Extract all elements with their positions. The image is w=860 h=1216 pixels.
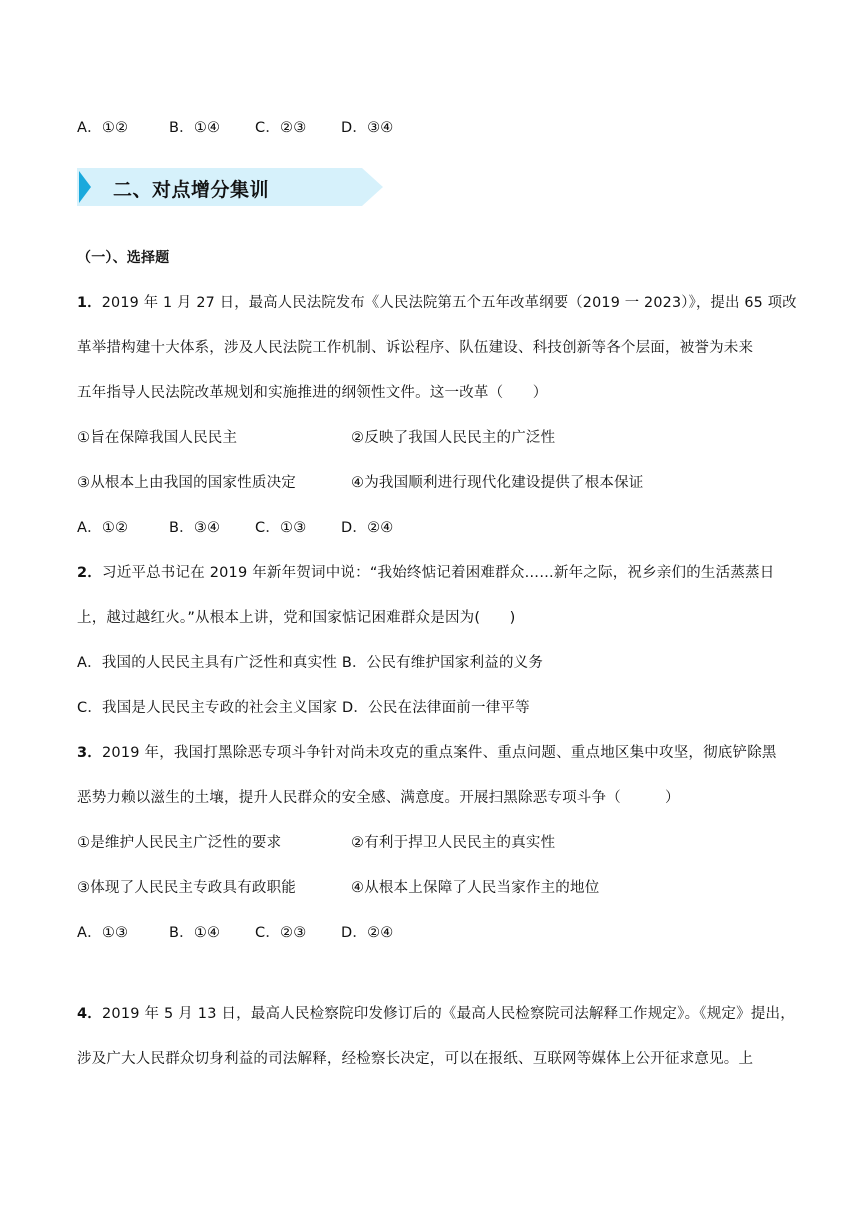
option-c: C．②③ xyxy=(255,120,307,136)
q1-option-b: B．③④ xyxy=(169,520,221,536)
q3-number: 3． xyxy=(77,745,102,761)
q3-statements-2 xyxy=(77,878,797,898)
q3-statement-4: ④从根本上保障了人民当家作主的地位 xyxy=(351,880,600,896)
prev-question-options xyxy=(77,118,797,138)
q3-options xyxy=(77,923,797,943)
q4-line-1 xyxy=(77,1004,797,1024)
q1-line-3: 五年指导人民法院改革规划和实施推进的纲领性文件。这一改革（ ） xyxy=(77,385,548,401)
q4-number: 4． xyxy=(77,1006,102,1022)
q2-stem-1: 习近平总书记在 2019 年新年贺词中说：“我始终惦记着困难群众……新年之际，祝乡亲们的生活蒸蒸日 xyxy=(102,565,775,581)
q3-stem-1: 2019 年，我国打黑除恶专项斗争针对尚未攻克的重点案件、重点问题、重点地区集中攻坚，彻底铲除黑 xyxy=(102,745,777,761)
q2-line-1 xyxy=(77,563,797,583)
q4-line-2: 涉及广大人民群众切身利益的司法解释，经检察长决定，可以在报纸、互联网等媒体上公开征求意见。上 xyxy=(77,1051,754,1067)
option-a: A．①② xyxy=(77,120,129,136)
q1-line-2: 革举措构建十大体系，涉及人民法院工作机制、诉讼程序、队伍建设、科技创新等各个层面，被誉为未来 xyxy=(77,340,754,356)
q1-options xyxy=(77,518,797,538)
section-banner xyxy=(77,168,387,206)
q1-statement-3: ③从根本上由我国的国家性质决定 xyxy=(77,475,296,491)
q2-options-ab: A．我国的人民民主具有广泛性和真实性 B．公民有维护国家利益的义务 xyxy=(77,655,544,671)
q3-option-a: A．①③ xyxy=(77,925,129,941)
q2-options-cd: C．我国是人民民主专政的社会主义国家 D．公民在法律面前一律平等 xyxy=(77,700,530,716)
section-title: 二、对点增分集训 xyxy=(113,179,270,201)
subsection-title: （一）、选择题 xyxy=(77,250,170,266)
q3-statements-1 xyxy=(77,833,797,853)
q1-statements-1 xyxy=(77,428,797,448)
q3-statement-3: ③体现了人民民主专政具有政职能 xyxy=(77,880,296,896)
q1-option-a: A．①② xyxy=(77,520,129,536)
q1-line-1 xyxy=(77,293,797,313)
q3-option-b: B．①④ xyxy=(169,925,221,941)
q3-statement-1: ①是维护人民民主广泛性的要求 xyxy=(77,835,282,851)
q4-stem-1: 2019 年 5 月 13 日，最高人民检察院印发修订后的《最高人民检察院司法解释工作规定》。《规定》提出， xyxy=(102,1006,795,1022)
q3-line-2: 恶势力赖以滋生的土壤，提升人民群众的安全感、满意度。开展扫黑除恶专项斗争（ ） xyxy=(77,790,680,806)
q1-statement-4: ④为我国顺利进行现代化建设提供了根本保证 xyxy=(351,475,644,491)
option-b: B．①④ xyxy=(169,120,221,136)
q2-line-2: 上，越过越红火。”从根本上讲，党和国家惦记困难群众是因为( ) xyxy=(77,610,516,626)
q3-option-c: C．②③ xyxy=(255,925,307,941)
q1-statement-1: ①旨在保障我国人民民主 xyxy=(77,430,238,446)
q1-statements-2 xyxy=(77,473,797,493)
q1-statement-2: ②反映了我国人民民主的广泛性 xyxy=(351,430,556,446)
q3-option-d: D．②④ xyxy=(341,925,394,941)
option-d: D．③④ xyxy=(341,120,394,136)
q1-option-d: D．②④ xyxy=(341,520,394,536)
q1-stem-1: 2019 年 1 月 27 日，最高人民法院发布《人民法院第五个五年改革纲要（2019 一 2023）》，提出 65 项改 xyxy=(101,295,797,311)
q1-number: 1． xyxy=(77,295,102,311)
q3-statement-2: ②有利于捍卫人民民主的真实性 xyxy=(351,835,556,851)
q3-line-1 xyxy=(77,743,797,763)
q2-number: 2． xyxy=(77,565,102,581)
q1-option-c: C．①③ xyxy=(255,520,307,536)
